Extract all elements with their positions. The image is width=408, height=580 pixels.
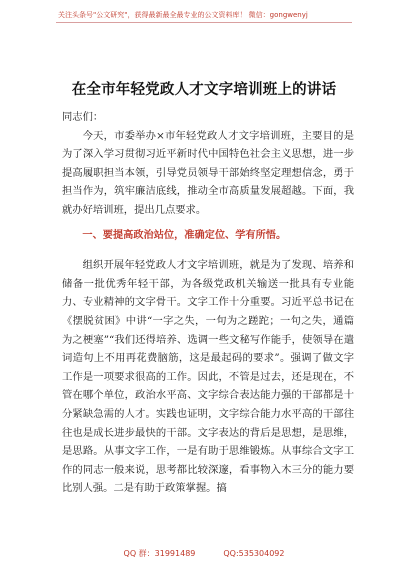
- section-1-paragraph: 组织开展年轻党政人才文字培训班，就是为了发现、培养和储备一批优秀年轻干部，为各级党政机关输送一批具有专业能力、专业精神的文字骨干。文字工作十分重要。习近平总书记在《摆脱贫困》中讲“一字之失，一句为之蹉跎；一句之失，通篇为之梗塞”“我们还得培养、选调一些文秘写作能手，使领导在遣词造句上不用再花费脑筋，这是最起码的要求”。强调了做文字工作是一项要求很高的工作。因此，不管是过去，还是现在，不管在哪个单位，政治水平高、文字综合表达能力强的干部都是十分紧缺急需的人才。实践也证明，文字综合能力水平高的干部往往也是成长进步最快的干部。文字表达的背后是思想，是思维，是思路。从事文字工作，一是有助于思维锻炼。从事综合文字工作的同志一般来说，思考都比较深邃，看事物入木三分的能力要比别人强。二是有助于政策掌握。搞: [62, 259, 354, 495]
- footer-qq-group: QQ 群：31991489: [123, 549, 196, 558]
- header-promo-note: 关注头条号"公文研究"，获得最新最全最专业的公文资料库！ 微信：gongwenyj: [58, 11, 308, 19]
- salutation: 同志们：: [62, 111, 104, 123]
- intro-paragraph: 今天，市委举办×市年轻党政人才文字培训班，主要目的是为了深入学习贯彻习近平新时代中国特色社会主义思想，进一步提高履职担当本领，引导党员领导干部始终坚定理想信念，勇于担当作为，筑牢廉洁底线，推动全市高质量发展超越。下面，我就办好培训班，提出几点要求。: [62, 129, 354, 216]
- footer-contact: [0, 548, 408, 559]
- document-title: 在全市年轻党政人才文字培训班上的讲话: [71, 82, 337, 98]
- header-divider: [56, 22, 352, 23]
- footer-qq: QQ:535304092: [223, 549, 285, 558]
- document-body: [62, 108, 354, 498]
- section-heading-1: 一、要提高政治站位，准确定位、学有所悟。: [82, 229, 287, 241]
